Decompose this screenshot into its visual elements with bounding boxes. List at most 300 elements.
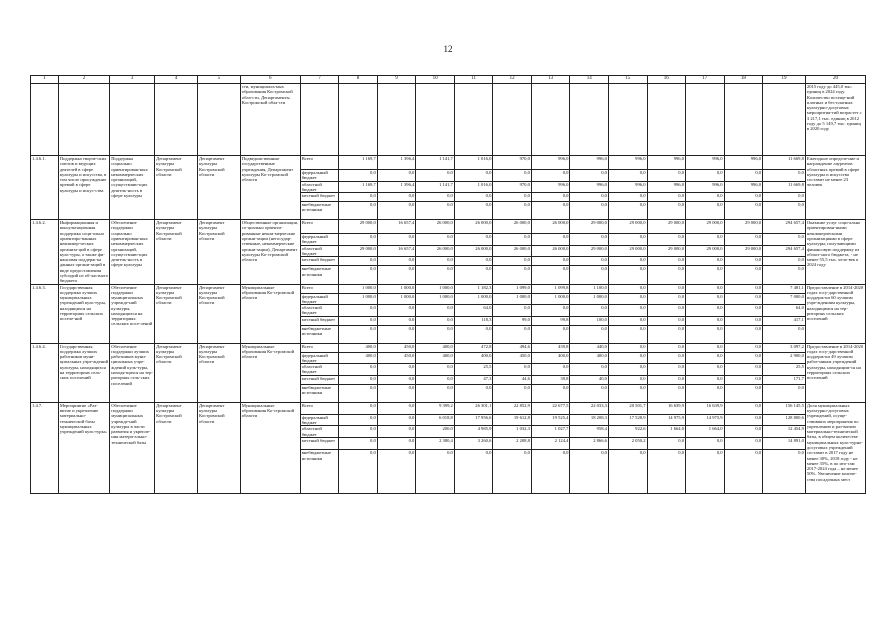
cell-amount: 0,0	[724, 384, 763, 402]
cell-amount: 0,0	[608, 202, 647, 220]
cell-amount: 0,0	[686, 202, 725, 220]
cell-funding-source: местный бюджет	[300, 375, 339, 384]
cell-amount: 0,0	[647, 375, 686, 384]
cell-amount: 0,0	[339, 316, 378, 325]
cell-amount: 0,0	[570, 234, 609, 246]
cell-amount: 0,0	[339, 234, 378, 246]
cell-funding-source: Всего	[300, 220, 339, 234]
cell-amount: 3 260,6	[454, 438, 493, 450]
column-header: 8	[339, 76, 378, 84]
cell-num: 1.4.6.3.	[31, 284, 59, 343]
cell-coexec: Департамент культуры Костромской области	[197, 284, 240, 343]
cell-amount: 0,0	[339, 202, 378, 220]
cell-amount: 0,0	[531, 364, 570, 376]
cell-amount: 0,0	[493, 202, 532, 220]
cell-amount: 996,0	[570, 156, 609, 170]
cell-amount: 439,8	[531, 343, 570, 352]
cell-amount: 29 000,0	[570, 220, 609, 234]
cell-amount: 0,0	[377, 202, 416, 220]
cell-amount: 1 000,0	[377, 293, 416, 305]
cell-amount: 25,5	[454, 364, 493, 376]
cell-funding-source: Всего	[300, 284, 339, 293]
cell-amount: 0,0	[724, 170, 763, 182]
cell-funding-source: федеральный бюджет	[300, 234, 339, 246]
cell-funding-source: федеральный бюджет	[300, 414, 339, 426]
cell-funding-source: областной бюджет	[300, 426, 339, 438]
cell-resp: Департамент культуры Костромской области	[155, 343, 198, 402]
cell-amount: 0,0	[377, 384, 416, 402]
cell-amount: 996,0	[608, 156, 647, 170]
cell-amount: 39,8	[531, 375, 570, 384]
cell-amount: 19 612,8	[493, 414, 532, 426]
cell-amount: 400,0	[416, 343, 455, 352]
cell-num: 1.4.7.	[31, 402, 59, 494]
cell-amount: 0,0	[339, 305, 378, 317]
cell-amount: 0,0	[686, 343, 725, 352]
cell-amount: 1 182,3	[454, 284, 493, 293]
cell-coexec: Департамент культуры Костромской области	[197, 402, 240, 494]
cell-amount: 1 000,0	[339, 293, 378, 305]
cell-funding-source: Всего	[300, 156, 339, 170]
cell-amount: 22 852,9	[493, 402, 532, 414]
cell-amount: 7 481,1	[763, 284, 806, 293]
cell-amount: 26 000,0	[416, 245, 455, 257]
cell-amount: 44,6	[493, 375, 532, 384]
cell-amount: 0,0	[686, 193, 725, 202]
cell-amount: 14 891,0	[763, 438, 806, 450]
cell-amount: 0,0	[570, 266, 609, 284]
cell-amount: 0,0	[608, 364, 647, 376]
cell-funding-source: внебюджетные источники	[300, 450, 339, 494]
cell-amount: 0,0	[377, 426, 416, 438]
cell-funding-source: федеральный бюджет	[300, 170, 339, 182]
continuation-recipient: сти, муниципаль-ных образования Костромской обла-сти, Департаменты Костромской обла-сти	[240, 84, 300, 156]
cell-name: Государственная поддержка лучших работников муни-ципальных учре-ждений культуры, находящихся на территориях сель-ских поселений	[58, 343, 109, 402]
cell-funding-source: Всего	[300, 343, 339, 352]
cell-amount: 0,0	[724, 293, 763, 305]
cell-coexec: Департамент культуры Костромской области	[197, 343, 240, 402]
cell-amount: 0,0	[377, 450, 416, 494]
cell-amount: 2 380,4	[416, 438, 455, 450]
cell-amount: 1 664,0	[686, 426, 725, 438]
cell-amount: 26 000,0	[416, 220, 455, 234]
cell-amount: 0,0	[570, 193, 609, 202]
cell-amount: 1 141,7	[416, 156, 455, 170]
cell-amount: 1 141,7	[416, 181, 455, 193]
cell-amount: 0,0	[724, 402, 763, 414]
cell-amount: 0,0	[647, 284, 686, 293]
cell-amount: 14 975,9	[686, 414, 725, 426]
cell-amount: 0,0	[454, 325, 493, 343]
cell-amount: 0,0	[531, 384, 570, 402]
cell-amount: 922,6	[608, 426, 647, 438]
cell-funding-source: внебюджетные источники	[300, 384, 339, 402]
table-row	[31, 343, 866, 352]
cell-amount: 1 000,0	[531, 293, 570, 305]
cell-amount: 970,0	[493, 156, 532, 170]
cell-amount: 11 669,8	[763, 156, 806, 170]
cell-amount: 0,0	[339, 402, 378, 414]
cell-funding-source: Всего	[300, 402, 339, 414]
cell-amount: 0,0	[724, 364, 763, 376]
cell-amount: 0,0	[608, 343, 647, 352]
cell-funding-source: местный бюджет	[300, 257, 339, 266]
cell-amount: 0,0	[608, 170, 647, 182]
cell-amount: 171,7	[763, 375, 806, 384]
cell-amount: 0,0	[377, 170, 416, 182]
cell-amount: 0,0	[724, 305, 763, 317]
cell-amount: 1 664,0	[647, 426, 686, 438]
cell-amount: 0,0	[647, 170, 686, 182]
cell-amount: 0,0	[724, 202, 763, 220]
cell-num: 1.4.6.4.	[31, 343, 59, 402]
cell-funding-source: местный бюджет	[300, 316, 339, 325]
cell-amount: 0,0	[377, 414, 416, 426]
cell-funding-source: внебюджетные источники	[300, 325, 339, 343]
cell-amount: 0,0	[531, 450, 570, 494]
continuation-result: 2015 году до 445,0 тыс. единиц в 2024 году. Количество посеще-ний платных и бес-платных культурно-досуговых меропрития-тий возрастет с 3 217,1 тыс. единиц в 2012 году до 5 149,7 тыс. единиц в 2020 году	[805, 84, 865, 156]
cell-amount: 0,0	[339, 438, 378, 450]
cell-amount: 0,0	[570, 450, 609, 494]
cell-amount: 400,0	[339, 352, 378, 364]
cell-amount: 1 000,0	[416, 284, 455, 293]
cell-amount: 0,0	[377, 325, 416, 343]
program-table	[30, 75, 866, 494]
cell-amount: 996,0	[724, 181, 763, 193]
cell-amount: 29 000,0	[647, 245, 686, 257]
cell-amount: 494,6	[493, 343, 532, 352]
cell-amount: 440,0	[570, 343, 609, 352]
cell-amount: 1 000,0	[416, 293, 455, 305]
cell-amount: 0,0	[686, 170, 725, 182]
cell-amount: 0,0	[647, 450, 686, 494]
cell-amount: 0,0	[647, 325, 686, 343]
cell-amount: 0,0	[377, 193, 416, 202]
cell-amount: 400,0	[531, 352, 570, 364]
cell-amount: 0,0	[339, 257, 378, 266]
table-row	[31, 156, 866, 170]
cell-amount: 0,0	[608, 266, 647, 284]
cell-amount: 0,0	[763, 266, 806, 284]
cell-amount: 450,0	[377, 343, 416, 352]
cell-amount: 0,0	[416, 170, 455, 182]
cell-amount: 1 027,7	[531, 426, 570, 438]
column-header: 20	[805, 76, 865, 84]
cell-result: Ежегодное определе-ние и награждение лауреатов областных премий в сфере культуры и искусства составит не менее 23 человек	[805, 156, 865, 220]
cell-amount: 29 000,0	[686, 220, 725, 234]
header-row	[31, 76, 866, 84]
cell-amount: 0,0	[493, 193, 532, 202]
cell-amount: 1 016,0	[454, 181, 493, 193]
cell-amount: 0,0	[339, 450, 378, 494]
cell-amount: 0,0	[724, 426, 763, 438]
cell-amount: 12 454,9	[763, 426, 806, 438]
cell-amount: 996,0	[647, 156, 686, 170]
cell-amount: 0,0	[763, 202, 806, 220]
cell-amount: 0,0	[531, 305, 570, 317]
cell-funding-source: местный бюджет	[300, 193, 339, 202]
cell-amount: 400,0	[454, 352, 493, 364]
cell-amount: 0,0	[377, 402, 416, 414]
cell-amount: 0,0	[608, 305, 647, 317]
cell-amount: 0,0	[454, 384, 493, 402]
cell-amount: 29 000,0	[724, 220, 763, 234]
cell-amount: 0,0	[570, 170, 609, 182]
cell-name: Информационная и консультационная поддержка соци-ально ориентиро-ванных некоммер-ческих организа-ций в сфере куль-туры, а также фи-нансовая поддерж-ка данных органи-заций в виде предоставления субсидий из об-ластного бюджета	[59, 220, 109, 284]
cell-amount: 64,0	[454, 305, 493, 317]
cell-amount: 400,0	[339, 343, 378, 352]
cell-amount: 16 639,9	[686, 402, 725, 414]
cell-amount: 2 866,6	[570, 438, 609, 450]
cell-amount: 3 097,2	[763, 343, 806, 352]
column-header: 7	[300, 76, 339, 84]
cell-amount: 0,0	[416, 234, 455, 246]
cell-amount: 0,0	[416, 316, 455, 325]
cell-amount: 1 396,4	[377, 181, 416, 193]
cell-amount: 0,0	[724, 438, 763, 450]
cell-amount: 0,0	[416, 305, 455, 317]
cell-amount: 0,0	[377, 375, 416, 384]
cell-amount: 0,0	[724, 343, 763, 352]
cell-amount: 996,0	[531, 181, 570, 193]
cell-amount: 0,0	[377, 438, 416, 450]
cell-amount: 29 000,0	[724, 245, 763, 257]
column-header: 4	[155, 76, 198, 84]
cell-amount: 0,0	[454, 202, 493, 220]
cell-amount: 0,0	[608, 325, 647, 343]
cell-amount: 29 000,0	[570, 245, 609, 257]
cell-amount: 0,0	[454, 170, 493, 182]
cell-amount: 0,0	[724, 234, 763, 246]
cell-amount: 9 399,2	[416, 402, 455, 414]
cell-amount: 294 657,4	[763, 245, 806, 257]
cell-amount: 0,0	[686, 266, 725, 284]
cell-amount: 0,0	[454, 266, 493, 284]
continuation-row	[31, 84, 866, 156]
cell-amount: 958,4	[570, 426, 609, 438]
cell-amount: 0,0	[686, 284, 725, 293]
column-header: 1	[31, 76, 59, 84]
cell-amount: 1 169,7	[339, 156, 378, 170]
cell-amount: 1 100,0	[570, 284, 609, 293]
cell-amount: 0,0	[647, 257, 686, 266]
cell-amount: 0,0	[763, 257, 806, 266]
cell-amount: 0,0	[454, 257, 493, 266]
cell-amount: 0,0	[763, 450, 806, 494]
cell-amount: 0,0	[416, 257, 455, 266]
cell-amount: 26 000,0	[493, 220, 532, 234]
cell-resp: Департамент культуры Костромской области	[155, 402, 198, 494]
cell-measure: Поддержка социально ориентирован-ных некоммерческих организаций, осуществляю-щих деятель-ность в сфере культуры	[110, 156, 155, 220]
cell-amount: 0,0	[686, 364, 725, 376]
cell-result: Доля муниципальных культурно-досуговых учреждений, осуще-ствивших мероприятия по укреплению и раз-витию материально-технической базы, в общем количестве муниципальных куль-турно-досуговых учреждений составит в 2017 году не менее 30%, 2018 году - не менее 35%, в по ито-гам 2017-2024 года – не менее 50%. Увеличение количе-ства посадочных мест	[805, 402, 865, 494]
cell-amount: 11 669,8	[763, 181, 806, 193]
cell-amount: 0,0	[686, 316, 725, 325]
cell-amount: 0,0	[647, 305, 686, 317]
cell-amount: 0,0	[686, 293, 725, 305]
cell-amount: 0,0	[763, 234, 806, 246]
cell-amount: 99,8	[531, 316, 570, 325]
column-header: 14	[570, 76, 609, 84]
cell-amount: 1 099,8	[531, 284, 570, 293]
cell-amount: 0,0	[493, 384, 532, 402]
cell-amount: 417,1	[763, 316, 806, 325]
cell-amount: 0,0	[686, 450, 725, 494]
cell-amount: 0,0	[724, 284, 763, 293]
cell-amount: 118,3	[454, 316, 493, 325]
cell-amount: 0,0	[454, 193, 493, 202]
column-header: 3	[110, 76, 155, 84]
cell-amount: 0,0	[570, 364, 609, 376]
cell-amount: 2 900,0	[763, 352, 806, 364]
cell-recipient: Общественные организации, со-циально ориенти-рованные неком-мерческие органи-зации (негосудар-ственные, некоммерческие органи-зации), Департамент культуры Ко-стромской области	[240, 220, 300, 284]
cell-amount: 26 000,0	[531, 220, 570, 234]
cell-amount: 128 800,6	[763, 414, 806, 426]
column-header: 6	[240, 76, 300, 84]
cell-amount: 0,0	[686, 325, 725, 343]
cell-funding-source: местный бюджет	[300, 438, 339, 450]
cell-amount: 0,0	[686, 352, 725, 364]
cell-amount: 996,0	[531, 156, 570, 170]
cell-amount: 0,0	[339, 170, 378, 182]
cell-amount: 0,0	[686, 234, 725, 246]
cell-amount: 26 000,0	[454, 220, 493, 234]
cell-coexec: Департамент культуры Костромской области	[197, 156, 240, 220]
cell-amount: 29 000,0	[339, 220, 378, 234]
column-header: 12	[493, 76, 532, 84]
cell-name: Мероприятие «Раз-витие и укрепление материально-технической базы муниципальных учреждений куль-туры»	[58, 402, 109, 494]
column-header: 15	[608, 76, 647, 84]
cell-amount: 0,0	[686, 438, 725, 450]
cell-amount: 1 396,4	[377, 156, 416, 170]
column-header: 18	[724, 76, 763, 84]
cell-amount: 0,0	[377, 316, 416, 325]
cell-amount: 0,0	[339, 193, 378, 202]
cell-amount: 0,0	[339, 384, 378, 402]
cell-amount: 6 018,8	[416, 414, 455, 426]
column-header: 16	[647, 76, 686, 84]
column-header: 13	[531, 76, 570, 84]
cell-amount: 0,0	[416, 193, 455, 202]
column-header: 17	[686, 76, 725, 84]
cell-amount: 29 000,0	[686, 245, 725, 257]
cell-amount: 996,0	[686, 181, 725, 193]
cell-amount: 0,0	[416, 202, 455, 220]
cell-amount: 1 000,0	[454, 293, 493, 305]
cell-amount: 1 000,0	[493, 293, 532, 305]
cell-name: Поддержка творче-ских союзов и ведущих деятелей в сфере культуры и искусства, в том числе присуждение премий в сфере культуры и искус-ства	[58, 156, 109, 220]
cell-amount: 0,0	[763, 384, 806, 402]
cell-amount: 0,0	[686, 384, 725, 402]
cell-amount: 0,0	[647, 343, 686, 352]
cell-amount: 40,0	[570, 375, 609, 384]
cell-amount: 996,0	[647, 181, 686, 193]
cell-amount: 0,0	[724, 193, 763, 202]
cell-amount: 0,0	[416, 364, 455, 376]
cell-amount: 0,0	[531, 325, 570, 343]
cell-amount: 7 000,0	[763, 293, 806, 305]
cell-funding-source: областной бюджет	[300, 364, 339, 376]
cell-amount: 0,0	[724, 375, 763, 384]
cell-result: Оказание услуг соци-ально ориентирован-ными некоммерческими организациями в сфере культуры, получающими финансовую поддержку из област-ного бюджета, - не менее 55,5 тыс. чело-век к 2024 году	[805, 220, 865, 284]
cell-amount: 0,0	[377, 266, 416, 284]
cell-amount: 0,0	[493, 234, 532, 246]
cell-result: Предоставление в 2014-2020 годах госу-дарственной поддерж-ки 60 лучшим учре-ждениям культуры, находящимся на тер-риториях сельских поселений	[805, 284, 865, 343]
cell-amount: 99,0	[493, 316, 532, 325]
cell-amount: 1 000,0	[377, 284, 416, 293]
column-header: 19	[763, 76, 806, 84]
cell-amount: 0,0	[531, 266, 570, 284]
cell-num: 1.4.6.2.	[31, 220, 59, 284]
cell-amount: 0,0	[608, 384, 647, 402]
cell-amount: 22 033,3	[570, 402, 609, 414]
cell-amount: 26 000,0	[493, 245, 532, 257]
cell-amount: 0,0	[493, 266, 532, 284]
cell-recipient: Муниципальные образования Ко-стромской области	[240, 284, 300, 343]
cell-amount: 0,0	[724, 266, 763, 284]
cell-amount: 26 000,0	[531, 245, 570, 257]
cell-amount: 0,0	[377, 364, 416, 376]
cell-amount: 0,0	[608, 316, 647, 325]
cell-amount: 450,0	[377, 352, 416, 364]
column-header: 11	[454, 76, 493, 84]
cell-amount: 0,0	[416, 266, 455, 284]
cell-amount: 996,0	[570, 181, 609, 193]
cell-amount: 0,0	[763, 193, 806, 202]
cell-amount: 25,5	[763, 364, 806, 376]
cell-amount: 0,0	[608, 193, 647, 202]
cell-amount: 0,0	[647, 202, 686, 220]
cell-funding-source: федеральный бюджет	[300, 352, 339, 364]
cell-amount: 0,0	[493, 364, 532, 376]
cell-amount: 1 016,0	[454, 156, 493, 170]
cell-amount: 0,0	[608, 352, 647, 364]
cell-amount: 0,0	[647, 438, 686, 450]
cell-amount: 0,0	[724, 352, 763, 364]
cell-recipient: Подведомственные государственные учреждения, Департамент культуры Ко-стромской области	[240, 156, 300, 220]
cell-amount: 0,0	[377, 305, 416, 317]
cell-amount: 0,0	[416, 375, 455, 384]
cell-amount: 0,0	[686, 257, 725, 266]
cell-amount: 0,0	[608, 293, 647, 305]
cell-amount: 1 099,0	[493, 284, 532, 293]
cell-amount: 1 032,3	[493, 426, 532, 438]
cell-amount: 0,0	[493, 305, 532, 317]
cell-coexec: Департамент культуры Костромской области	[197, 220, 240, 284]
table-row	[31, 284, 866, 293]
cell-measure: Обеспечение поддержки лучших работников муни-ципальных учре-ждений куль-туры, находя-щихся на тер-риториях сель-ских поселений	[110, 343, 155, 402]
cell-amount: 0,0	[493, 170, 532, 182]
cell-measure: Обеспечение поддержки социально ориентирован-ных некоммерческих организаций, осуществляю-щих деятель-ность в сфере культуры	[110, 220, 155, 284]
cell-amount: 18 208,3	[570, 414, 609, 426]
cell-resp: Департамент культуры Костромской области	[155, 284, 198, 343]
cell-amount: 0,0	[339, 364, 378, 376]
cell-amount: 0,0	[763, 170, 806, 182]
table-row	[31, 220, 866, 234]
cell-num: 1.4.6.1.	[31, 156, 59, 220]
cell-amount: 0,0	[647, 266, 686, 284]
cell-amount: 1 000,0	[339, 284, 378, 293]
cell-amount: 0,0	[608, 234, 647, 246]
cell-result: Предоставление в 2014-2020 годах госу-дарственной поддерж-ки 49 лучшим работ-никам учреждений культуры, находящим-ся на территориях сельских поселений	[805, 343, 865, 402]
cell-funding-source: федеральный бюджет	[300, 293, 339, 305]
cell-amount: 29 000,0	[339, 245, 378, 257]
cell-amount: 29 000,0	[608, 220, 647, 234]
cell-amount: 0,0	[531, 202, 570, 220]
cell-recipient: Муниципальные образования Ко-стромской области	[240, 343, 300, 402]
table-row	[31, 402, 866, 414]
cell-amount: 0,0	[416, 450, 455, 494]
